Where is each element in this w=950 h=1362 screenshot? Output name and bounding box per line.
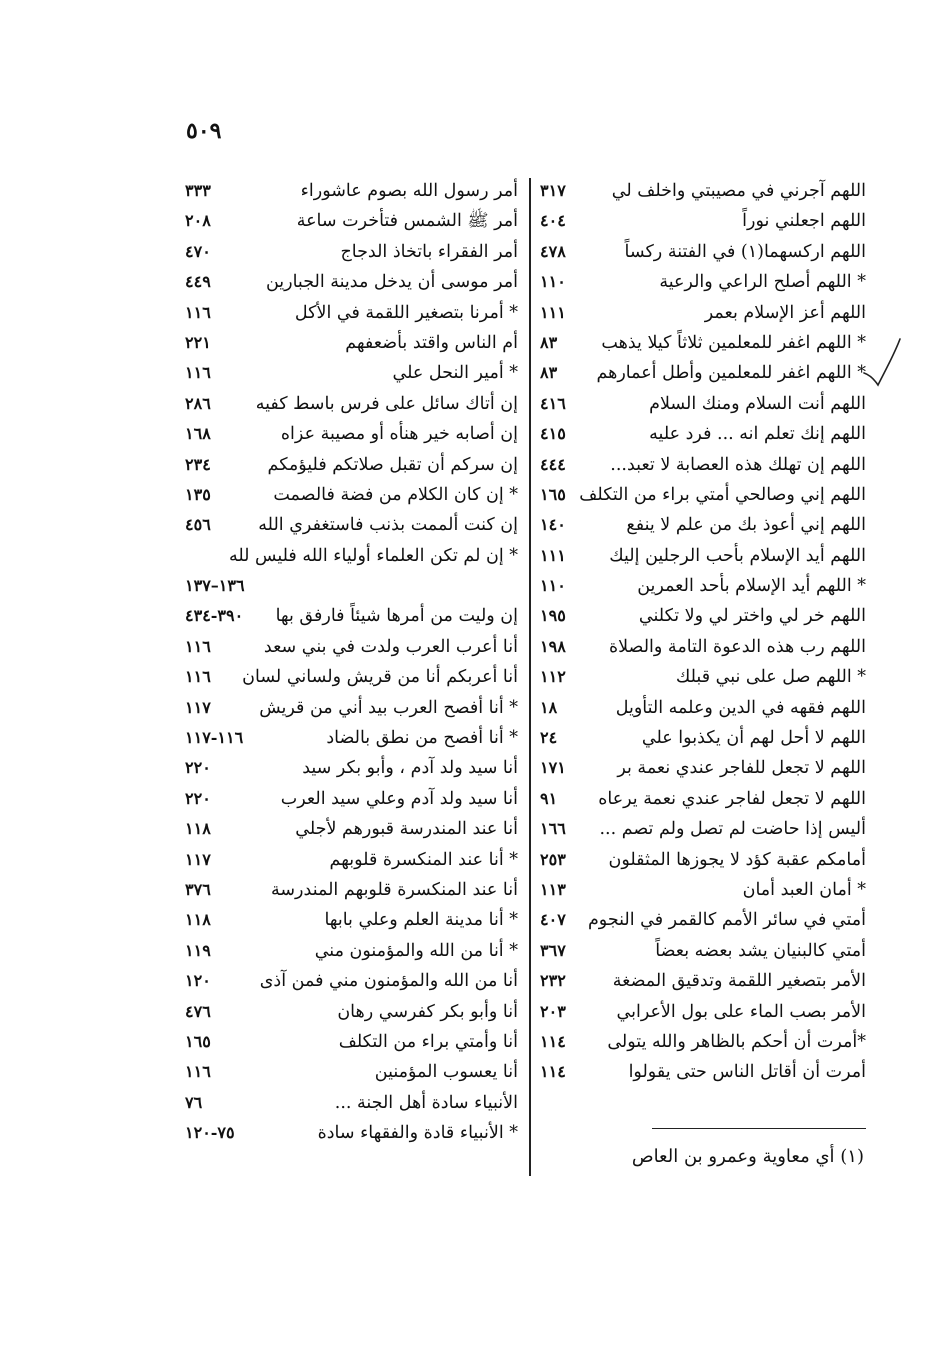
entry-page-number: ١١٧: [185, 849, 211, 869]
index-entry: [185, 1057, 518, 1087]
entry-text: * اللهم أيد الإسلام بأحد العمرين: [637, 576, 866, 597]
entry-text: * أنا أفصح من نطق بالضاد: [326, 728, 518, 749]
entry-page-number: ٢٣٢: [540, 971, 566, 991]
index-entry: [185, 1027, 518, 1057]
entry-page-number: ٣٦٧: [540, 940, 566, 960]
entry-page-number: ٤٤٩: [185, 272, 211, 292]
entry-text: أمتي في سائر الأمم كالقمر في النجوم: [587, 910, 866, 931]
entry-page-number: ١٦٨: [185, 424, 211, 444]
index-entry: [540, 176, 866, 206]
entry-page-number: ١٢٠: [185, 971, 211, 991]
entry-page-number: ٢٠٣: [540, 1001, 566, 1021]
index-entry: [185, 480, 518, 510]
index-entry: [185, 662, 518, 692]
index-entry: [540, 510, 866, 540]
index-entry: [185, 328, 518, 358]
entry-page-number: ٢٢٠: [185, 788, 211, 808]
index-entry: [540, 267, 866, 297]
index-entry: [185, 358, 518, 388]
entry-text: اللهم لا تجعل لفاجر عندي نعمة يرعاه: [598, 788, 866, 809]
entry-text: أم الناس واقتد بأضعفهم: [345, 332, 518, 353]
entry-text: اللهم أعز الإسلام بعمر: [704, 302, 866, 323]
entry-page-number: ١١٤: [540, 1031, 566, 1051]
index-column-left: [185, 176, 518, 1149]
entry-page-number: ١١٩: [185, 940, 211, 960]
entry-page-number: ١٩٥: [540, 606, 566, 626]
entry-page-number: ١١٦: [185, 667, 211, 687]
index-entry: [540, 1027, 866, 1057]
entry-page-number: ٤٠٤: [540, 211, 566, 231]
index-entry: [540, 845, 866, 875]
entry-page-number: ٢٢١: [185, 332, 211, 352]
entry-text: * أمرنا بتصغير اللقمة في الأكل: [294, 302, 518, 323]
entry-text: اللهم آجرني في مصيبتي واخلف لي: [611, 181, 866, 201]
entry-page-number: ٢٤: [540, 728, 558, 748]
entry-page-number: ١٧١: [540, 758, 566, 778]
entry-text: * أنا عند المنكسرة قلوبهم: [329, 849, 518, 870]
index-entry: [185, 450, 518, 480]
index-entry: [540, 875, 866, 905]
entry-page-number: ١٤٠: [540, 515, 566, 535]
entry-page-number: ٤٤٤: [540, 454, 566, 474]
entry-text: أنا وأمتي براء من التكلف: [338, 1031, 518, 1052]
index-entry: [540, 997, 866, 1027]
entry-text: أمر موسى أن يدخل مدينة الجبارين: [265, 272, 518, 293]
index-entry: [185, 784, 518, 814]
entry-page-number: ٣٣٣: [185, 181, 211, 200]
index-entry: [540, 632, 866, 662]
index-entry: [185, 723, 518, 753]
page-number: ٥٠٩: [186, 118, 222, 144]
index-entry: [185, 571, 518, 601]
entry-text: أمر ﷺ الشمس فتأخرت ساعة: [296, 211, 518, 232]
index-entry: [185, 1088, 518, 1118]
entry-text: اللهم أيد الإسلام بأحب الرجلين إليك: [609, 545, 866, 566]
index-entry: [185, 632, 518, 662]
entry-page-number: ٨٣: [540, 363, 558, 383]
entry-text: أنا عند المنكسرة قلوبهم المندرسة: [271, 879, 518, 900]
index-entry: [540, 450, 866, 480]
index-entry: [540, 723, 866, 753]
entry-page-number: ١١٨: [185, 819, 211, 839]
entry-text: * اللهم اغفر للمعلمين وأطل أعمارهم: [596, 363, 866, 384]
entry-text: أليس إذا حاضت لم تصل ولم تصم ...: [599, 819, 866, 840]
entry-text: أمرت أن أقاتل الناس حتى يقولوا: [628, 1062, 866, 1083]
column-divider: [529, 178, 531, 1176]
index-column-right: [540, 176, 866, 1088]
entry-text: أنا يعسوب المؤمنين: [374, 1062, 518, 1083]
entry-page-number: ١٦٦: [540, 819, 566, 839]
entry-text: * الأنبياء قادة والفقهاء سادة: [317, 1123, 518, 1144]
entry-text: أمر الفقراء باتخاذ الدجاج: [340, 241, 518, 262]
entry-text: * اللهم اغفر للمعلمين ثلاثاً كيلا يذهب: [601, 332, 866, 353]
entry-text: أنا وأبو بكر كفرسي رهان: [337, 1001, 518, 1022]
index-entry: [185, 541, 518, 571]
index-entry: [185, 510, 518, 540]
entry-text: أنا سيد ولد آدم وعلي سيد العرب: [280, 788, 518, 809]
index-entry: [540, 419, 866, 449]
entry-page-number: ١١٦: [185, 302, 211, 322]
entry-page-number: ٤٧٨: [540, 241, 566, 261]
entry-text: إن وليت من أمرها شيئاً فارفق بها: [275, 606, 518, 627]
entry-text: * أنا مدينة العلم وعلي بابها: [324, 910, 518, 931]
index-entry: [540, 662, 866, 692]
entry-page-number: ١١٠: [540, 272, 566, 292]
index-entry: [185, 601, 518, 631]
entry-text: أنا عند المندرسة قبورهم لأجلي: [295, 819, 518, 840]
entry-page-number: ١٨: [540, 697, 558, 717]
index-entry: [185, 875, 518, 905]
entry-text: * أنا أفصح العرب بيد أني من قريش: [259, 697, 518, 718]
index-entry: [540, 814, 866, 844]
index-entry: [185, 997, 518, 1027]
entry-page-number: ١١٦: [185, 636, 211, 656]
entry-text: أمتي كالبنيان يشد بعضه بعضاً: [655, 940, 866, 961]
index-entry: [540, 389, 866, 419]
entry-page-number: ٩١: [540, 788, 558, 808]
entry-page-number: ١٩٨: [540, 636, 566, 656]
entry-text: * أنا من الله والمؤمنون مني: [314, 940, 518, 961]
index-entry: [540, 966, 866, 996]
index-entry: [540, 905, 866, 935]
index-entry: [540, 206, 866, 236]
entry-text: * أمير النحل علي: [392, 363, 518, 384]
footnote-separator: [652, 1128, 866, 1129]
entry-page-number: ١٦٥: [540, 484, 566, 504]
entry-page-number: ١١١: [540, 545, 566, 565]
entry-page-number: ٣٧٦: [185, 879, 211, 899]
entry-text: اللهم اجعلني نوراً: [742, 211, 866, 232]
entry-page-number: ١١٧: [185, 697, 211, 717]
entry-page-number: ١٣٦–١٣٧: [185, 576, 245, 596]
entry-page-number: ٣٩٠-٤٣٤: [185, 606, 244, 626]
entry-text: اللهم إنك تعلم انه ... فرد عليه: [649, 424, 866, 445]
entry-page-number: ١١٦: [185, 1062, 211, 1082]
entry-page-number: ٢٥٣: [540, 849, 566, 869]
entry-text: اللهم إني أعوذ بك من علم لا ينفع: [626, 515, 866, 536]
entry-page-number: ١١٦: [185, 363, 211, 383]
index-entry: [185, 814, 518, 844]
entry-text: إن أتاك سائل على فرس باسط كفيه: [255, 393, 518, 414]
entry-text: الأمر بصب الماء على بول الأعرابي: [616, 1001, 866, 1022]
entry-text: الأنبياء سادة أهل الجنة ...: [334, 1092, 518, 1113]
index-entry: [540, 571, 866, 601]
index-entry: [185, 419, 518, 449]
entry-text: *أمرت أن أحكم بالظاهر والله يتولى: [607, 1031, 866, 1052]
index-entry: [540, 328, 866, 358]
entry-text: * اللهم أصلح الراعي والرعية: [659, 272, 866, 293]
entry-text: إن أصابه خير هنأه أو مصيبة عزاه: [280, 424, 518, 445]
entry-page-number: ١١٠: [540, 576, 566, 596]
index-entry: [540, 1057, 866, 1087]
entry-page-number: ١٣٥: [185, 484, 211, 504]
entry-text: * إن كان الكلام من فضة فالصمت: [273, 484, 518, 505]
index-entry: [540, 358, 866, 388]
index-entry: [540, 784, 866, 814]
entry-text: اللهم لا أحل لهم أن يكذبوا علي: [641, 728, 866, 749]
entry-page-number: ١٦٥: [185, 1031, 211, 1051]
entry-page-number: ٧٦: [185, 1092, 203, 1112]
index-entry: [185, 693, 518, 723]
entry-page-number: ٣١٧: [540, 181, 566, 200]
entry-page-number: ٤١٥: [540, 424, 566, 444]
entry-page-number: ١١٤: [540, 1062, 566, 1082]
index-entry: [185, 936, 518, 966]
entry-text: اللهم إني وصالحي أمتي براء من التكلف: [579, 484, 866, 505]
index-entry: [540, 601, 866, 631]
entry-text: الأمر بتصغير اللقمة وتدقيق المضغة: [612, 971, 866, 992]
index-entry: [185, 237, 518, 267]
entry-page-number: ١١٢: [540, 667, 566, 687]
entry-text: أنا سيد ولد آدم ، وأبو بكر سيد: [302, 758, 518, 779]
entry-page-number: ١١٣: [540, 879, 566, 899]
entry-text: أنا من الله والمؤمنون مني فمن آذى: [259, 971, 518, 992]
entry-page-number: ٤١٦: [540, 393, 566, 413]
entry-text: * إن لم تكن العلماء أولياء الله فليس لله: [228, 545, 518, 566]
index-entry: [185, 753, 518, 783]
index-entry: [185, 1118, 518, 1148]
entry-page-number: ٤٥٦: [185, 515, 211, 535]
entry-text: أنا أعرب العرب ولدت في بني سعد: [263, 636, 518, 657]
index-entry: [185, 267, 518, 297]
index-entry: [185, 298, 518, 328]
entry-page-number: ١١٨: [185, 910, 211, 930]
entry-page-number: ٤٧٠: [185, 241, 211, 261]
index-entry: [185, 905, 518, 935]
index-entry: [540, 936, 866, 966]
entry-text: اللهم اركسهما(١) في الفتنة ركساً: [624, 241, 866, 262]
entry-text: اللهم رب هذه الدعوة التامة والصلاة: [608, 636, 866, 657]
entry-text: اللهم خر لي واختر لي ولا تكلني: [638, 606, 866, 627]
entry-text: أمامكم عقبة كؤد لا يجوزها المثقلون: [608, 849, 866, 870]
entry-text: اللهم أنت السلام ومنك السلام: [649, 393, 866, 414]
footnote: (١) أي معاوية وعمرو بن العاص: [631, 1146, 864, 1167]
entry-page-number: ٢٠٨: [185, 211, 211, 231]
entry-page-number: ٤٠٧: [540, 910, 566, 930]
entry-text: اللهم لا تجعل للفاجر عندي نعمة بر: [617, 758, 866, 779]
entry-text: * أمان العبد أمان: [742, 879, 866, 900]
entry-page-number: ٢٢٠: [185, 758, 211, 778]
handwritten-check-mark: [860, 335, 906, 395]
index-entry: [540, 480, 866, 510]
entry-text: إن سركم أن تقبل صلاتكم فليؤمكم: [267, 454, 518, 475]
index-entry: [540, 298, 866, 328]
entry-text: أنا أعربكم أنا من قريش ولساني لسان: [242, 667, 518, 688]
entry-page-number: ١١٦-١١٧: [185, 728, 244, 748]
entry-page-number: ٧٥-١٢٠: [185, 1123, 235, 1143]
index-entry: [540, 237, 866, 267]
index-entry: [540, 693, 866, 723]
entry-text: إن كنت ألممت بذنب فاستغفري الله: [258, 515, 518, 536]
entry-text: اللهم إن تهلك هذه العصابة لا تعبد...: [610, 454, 866, 475]
index-entry: [185, 845, 518, 875]
entry-text: اللهم فقهه في الدين وعلمه التأويل: [615, 697, 866, 718]
index-entry: [185, 206, 518, 236]
index-entry: [185, 389, 518, 419]
entry-page-number: ٢٣٤: [185, 454, 211, 474]
entry-page-number: ١١١: [540, 302, 566, 322]
entry-text: أمر رسول الله بصوم عاشوراء: [300, 181, 518, 201]
index-entry: [540, 541, 866, 571]
index-entry: [540, 753, 866, 783]
entry-text: * اللهم صل على نبي قبلك: [675, 667, 866, 688]
index-entry: [185, 176, 518, 206]
entry-page-number: ٢٨٦: [185, 393, 211, 413]
entry-page-number: ٨٣: [540, 332, 558, 352]
index-entry: [185, 966, 518, 996]
entry-page-number: ٤٧٦: [185, 1001, 211, 1021]
